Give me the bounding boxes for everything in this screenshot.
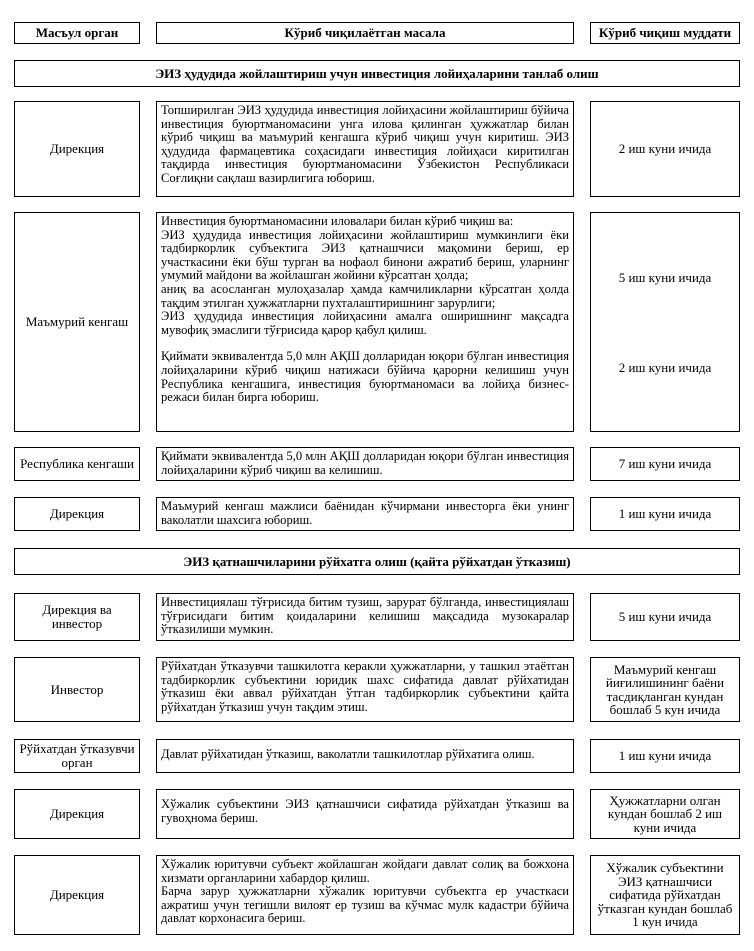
issue-cell (156, 593, 574, 641)
issue-paragraph: ЭИЗ ҳудудида инвестиция лойиҳасини жойлаштириш мумкинлиги ёки тадбиркорлик субъектига ЭИЗ қатнашчиси мақомини бериш, ер участкасини ёки бўш турган ва нофаол бинони ажратиб бериш, уларнинг умумий майдони ва жойлашган жойини кўрсатган ҳолда; (161, 227, 569, 283)
issue-cell (156, 789, 574, 839)
term-text: 2 иш куни ичида (618, 360, 712, 375)
term-cell (590, 212, 740, 432)
organ-cell: Республика кенгаши (14, 447, 140, 481)
issue-paragraph: Маъмурий кенгаш мажлиси баёнидан кўчирмани инвесторга ёки унинг ваколатли шахсига юбориш. (161, 499, 569, 527)
issue-paragraph: аниқ ва асосланган мулоҳазалар ҳамда камчиликларни кўрсатган ҳолда тақдим этилган ҳужжатларни пухталаштиришнинг зарурлиги; (161, 281, 569, 310)
organ-cell: Рўйхатдан ўтказувчи орган (14, 739, 140, 773)
section-title: ЭИЗ қатнашчиларини рўйхатга олиш (қайта рўйхатдан ўтказиш) (14, 548, 740, 575)
issue-cell (156, 497, 574, 531)
term-cell: 1 иш куни ичида (590, 739, 740, 773)
issue-paragraph: Хўжалик юритувчи субъект жойлашган жойдаги давлат солиқ ва божхона хизмати органларини хабардор қилиш. (161, 857, 569, 885)
term-cell: 2 иш куни ичида (590, 101, 740, 197)
issue-cell (156, 447, 574, 481)
issue-paragraph: Инвестициялаш тўғрисида битим тузиш, зарурат бўлганда, инвестициялаш тўғрисидаги битим қоидаларини келишиш мақсадида музокаралар ўтказилиши мумкин. (161, 595, 569, 637)
issue-cell (156, 212, 574, 432)
issue-paragraph: Давлат рўйхатидан ўтказиш, ваколатли ташкилотлар рўйхатига олиш. (161, 747, 535, 761)
issue-cell (156, 739, 574, 773)
column-header-issue: Кўриб чиқилаётган масала (156, 22, 574, 44)
column-header-organ: Масъул орган (14, 22, 140, 44)
term-text: 5 иш куни ичида (618, 270, 712, 285)
issue-paragraph: Хўжалик субъектини ЭИЗ қатнашчиси сифатида рўйхатдан ўтказиш ва гувоҳнома бериш. (161, 797, 569, 825)
issue-paragraph: Рўйхатдан ўтказувчи ташкилотга керакли ҳужжатларни, у ташкил этаётган тадбиркорлик субъектини юридик шахс сифатида давлат рўйхатидан ўтказиш ёки аввал рўйхатдан ўтган тадбиркорлик субъектини қайта рўйхатдан ўтказиш учун тақдим этиш. (161, 659, 569, 714)
issue-cell (156, 855, 574, 935)
section-title: ЭИЗ ҳудудида жойлаштириш учун инвестиция лойиҳаларини танлаб олиш (14, 60, 740, 87)
issue-paragraph: ЭИЗ ҳудудида инвестиция лойиҳасини амалга оширишнинг мақсадга мувофиқ эмаслиги тўғрисида қарор қабул қилиш. (161, 309, 569, 337)
term-cell: Ҳужжатларни олган кундан бошлаб 2 иш куни ичида (590, 789, 740, 839)
organ-cell: Дирекция ва инвестор (14, 593, 140, 641)
term-cell: 7 иш куни ичида (590, 447, 740, 481)
term-cell: 5 иш куни ичида (590, 593, 740, 641)
column-header-term: Кўриб чиқиш муддати (590, 22, 740, 44)
organ-cell: Дирекция (14, 497, 140, 531)
issue-cell (156, 101, 574, 197)
term-cell: Маъмурий кенгаш йиғилишининг баёни тасдиқланган кундан бошлаб 5 кун ичида (590, 657, 740, 722)
issue-paragraph: Инвестиция буюртманомасини иловалари билан кўриб чиқиш ва: (161, 214, 514, 228)
issue-paragraph: Барча зарур ҳужжатларни хўжалик юритувчи субъектга ер участкаси ажратиш учун тегишли вилоят ер тузиш ва кўчмас мулк кадастри бўйича давлат корхонасига бериш. (161, 884, 569, 926)
issue-cell (156, 657, 574, 722)
issue-paragraph: Қиймати эквивалентда 5,0 млн АҚШ долларидан юқори бўлган инвестиция лойиҳаларини кўриб чиқиш ва келишиш. (161, 449, 569, 477)
organ-cell: Дирекция (14, 101, 140, 197)
term-cell: Хўжалик субъектини ЭИЗ қатнашчиси сифатида рўйхатдан ўтказган кундан бошлаб 1 кун ичида (590, 855, 740, 935)
term-cell: 1 иш куни ичида (590, 497, 740, 531)
organ-cell: Дирекция (14, 789, 140, 839)
organ-cell: Дирекция (14, 855, 140, 935)
organ-cell: Инвестор (14, 657, 140, 722)
issue-paragraph: Топширилган ЭИЗ ҳудудида инвестиция лойиҳасини жойлаштириш бўйича инвестиция буюртманомасини унга илова қилинган ҳужжатлар билан кўриб чиқиш ва маъмурий кенгашга кўриб чиқиш учун киритиш. ЭИЗ ҳудудида фармацевтика соҳасидаги инвестиция лойиҳаси киритилган тақдирда инвестиция буюртманомасини Ўзбекистон Республикаси Соғлиқни сақлаш вазирлигига юбориш. (161, 103, 569, 185)
issue-paragraph: Қиймати эквивалентда 5,0 млн АҚШ долларидан юқори бўлган инвестиция лойиҳаларини кўриб чиқиш натижаси бўйича қарорни келишиш учун Республика кенгашига, инвестиция буюртманомаси ва лойиҳа бизнес-режаси билан бирга юбориш. (161, 349, 569, 405)
organ-cell: Маъмурий кенгаш (14, 212, 140, 432)
